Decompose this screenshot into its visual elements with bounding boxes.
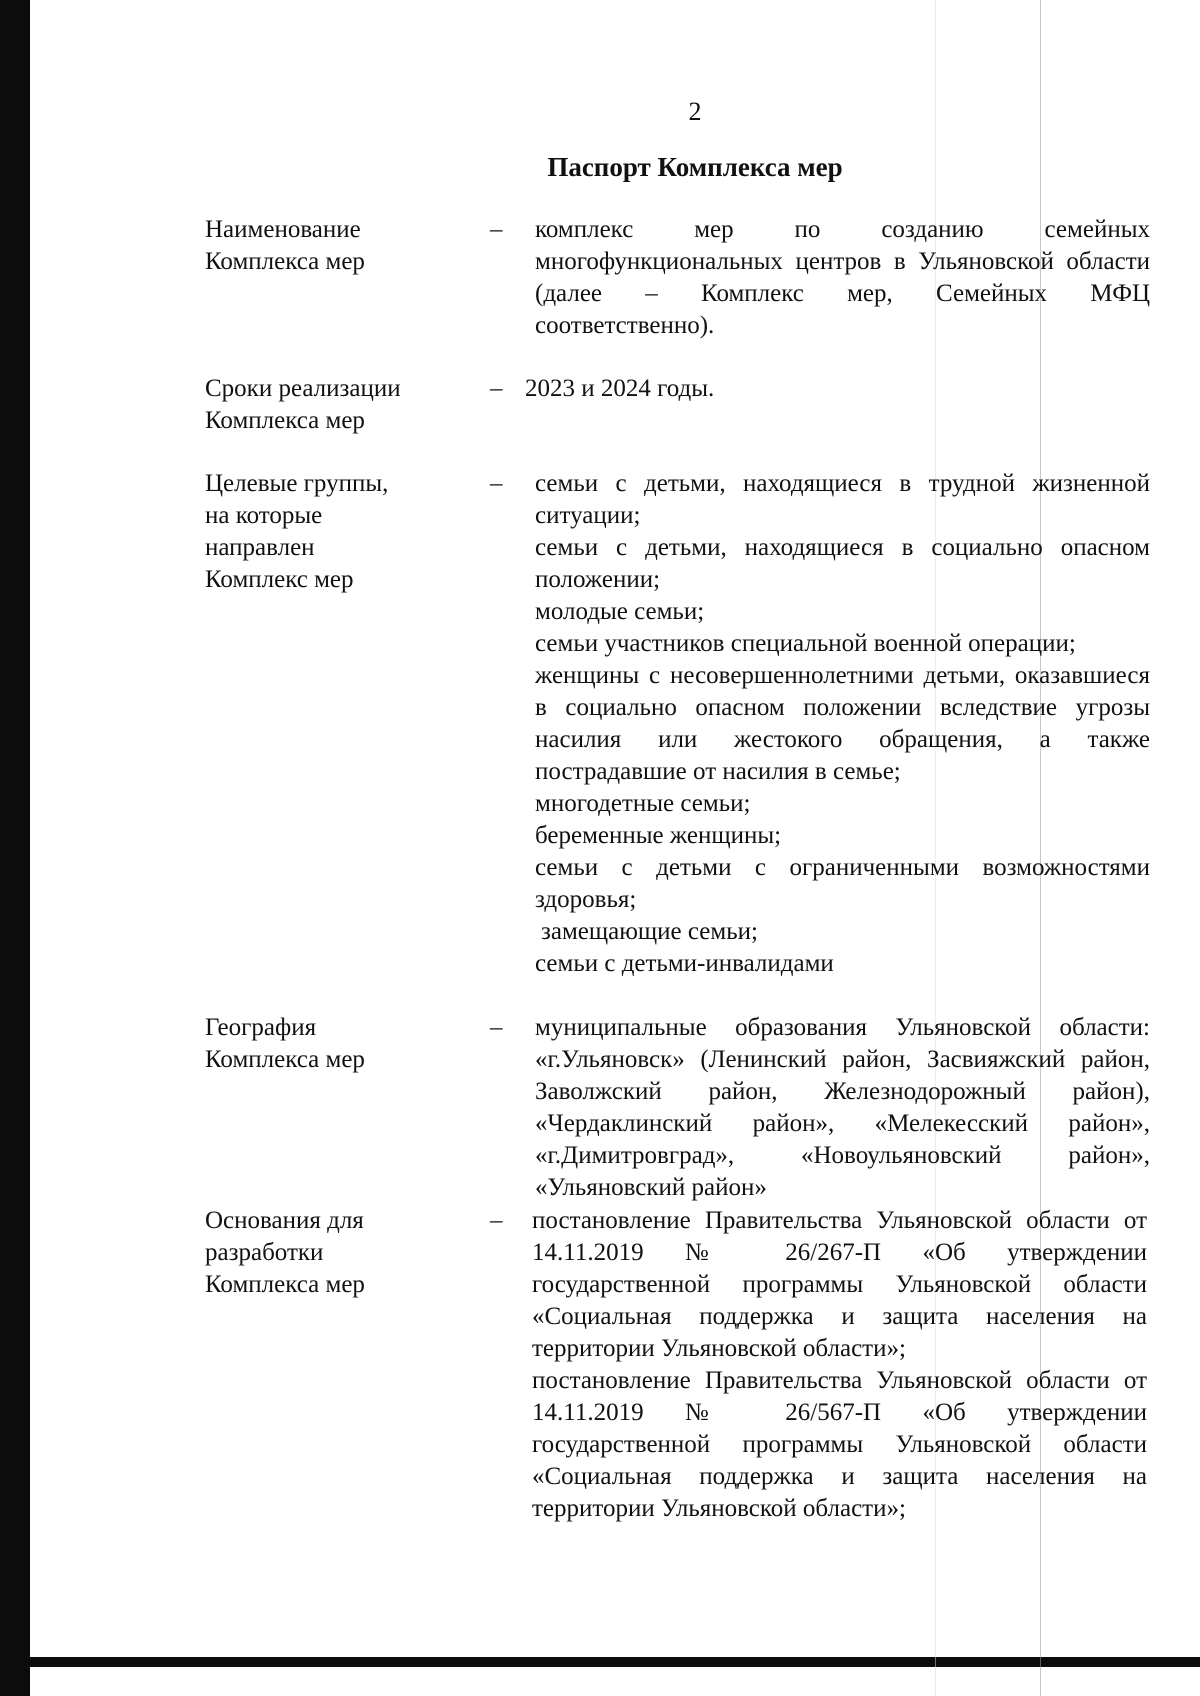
row-label: Целевые группы, на которые направлен Комплекс мер [205, 470, 389, 593]
value-item: муниципальные образования Ульяновской области: «г.Ульяновск» (Ленинский район, Засвияжский район, Заволжский район, Железнодорожный район), «Чердаклинский район», «Мелекесский район», «г.Димитровград», «Новоульяновский район», «Ульяновский район» [535, 1014, 1150, 1201]
page-number: 2 [688, 97, 702, 126]
row-value [535, 468, 1150, 980]
row-dash: – [490, 470, 503, 497]
value-item: многодетные семьи; [535, 790, 751, 817]
row-value [532, 1205, 1147, 1525]
value-item: молодые семьи; [535, 598, 705, 625]
row-dash: – [490, 1014, 503, 1041]
value-item: 2023 и 2024 годы. [525, 375, 715, 402]
row-label: Основания для разработки Комплекса мер [205, 1207, 365, 1298]
scan-border-bottom [30, 1657, 1200, 1667]
row-dash: – [490, 375, 503, 402]
row-value [535, 214, 1150, 342]
scan-border-left [0, 0, 30, 1696]
document-title: Паспорт Комплекса мер [547, 152, 843, 182]
value-item: постановление Правительства Ульяновской области от 14.11.2019 № 26/267-П «Об утверждении государственной программы Ульяновской области «Социальная поддержка и защита населения на территории Ульяновской области»; [532, 1207, 1147, 1362]
row-label: Сроки реализации Комплекса мер [205, 375, 401, 434]
value-item: семьи с детьми, находящиеся в социально опасном положении; [535, 534, 1150, 593]
row-dash: – [490, 216, 503, 243]
row-value [535, 1012, 1150, 1204]
value-item: постановление Правительства Ульяновской области от 14.11.2019 № 26/567-П «Об утверждении государственной программы Ульяновской области «Социальная поддержка и защита населения на территории Ульяновской области»; [532, 1367, 1147, 1522]
value-item: беременные женщины; [535, 822, 782, 849]
value-item: семьи участников специальной военной операции; [535, 630, 1076, 657]
row-label: География Комплекса мер [205, 1014, 365, 1073]
value-item: замещающие семьи; [541, 918, 758, 945]
value-item: женщины с несовершеннолетними детьми, оказавшиеся в социально опасном положении вследствие угрозы насилия или жестокого обращения, а также пострадавшие от насилия в семье; [535, 662, 1150, 785]
row-dash: – [490, 1207, 503, 1234]
value-item: семьи с детьми, находящиеся в трудной жизненной ситуации; [535, 470, 1150, 529]
value-item: семьи с детьми с ограниченными возможностями здоровья; [535, 854, 1150, 913]
row-value [525, 373, 1140, 405]
row-label: Наименование Комплекса мер [205, 216, 365, 275]
value-item: семьи с детьми-инвалидами [535, 950, 834, 977]
value-item: комплекс мер по созданию семейных многофункциональных центров в Ульяновской области (далее – Комплекс мер, Семейных МФЦ соответственно). [535, 216, 1150, 339]
